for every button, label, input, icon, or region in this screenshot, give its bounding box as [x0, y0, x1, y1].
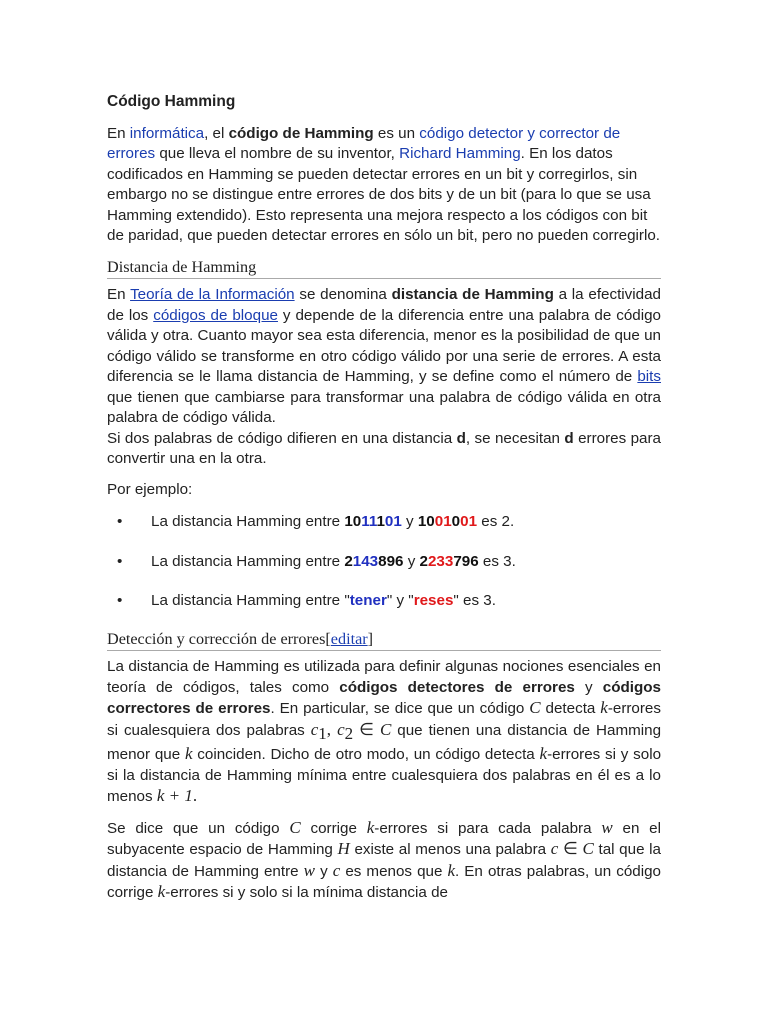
text: es 2. [477, 513, 515, 530]
link-teoria-informacion[interactable]: Teoría de la Información [130, 286, 295, 303]
math-C: C [582, 839, 594, 859]
section-heading-distancia: Distancia de Hamming [107, 257, 661, 280]
math-k: k [600, 698, 608, 717]
text: y [401, 513, 418, 530]
bold-codigos-correctores: códigos correctores de errores [107, 678, 661, 717]
text: y [315, 862, 333, 880]
text: es un [373, 124, 420, 142]
text: en el subyacente espacio de Hamming [107, 819, 661, 859]
text: coinciden. Dicho de otro modo, un código detecta [192, 746, 540, 764]
word-reses: reses [413, 592, 454, 609]
bracket: [ [325, 629, 331, 648]
math-k: k [447, 860, 456, 880]
edit-link[interactable]: editar [330, 629, 368, 648]
word-tener: tener [349, 592, 387, 609]
math-sub: 1 [318, 723, 327, 743]
digit-group: 2 [344, 552, 353, 570]
math-period: . [192, 786, 198, 806]
bold-distancia-hamming: distancia de Hamming [391, 286, 554, 303]
text: , se necesitan [465, 429, 565, 447]
text: existe al menos una palabra [349, 841, 551, 859]
math-w: w [601, 817, 613, 837]
math-w: w [303, 860, 316, 880]
text: que tienen que cambiarse para transformar una palabra de código válida en otra palabra de código válida. [107, 388, 661, 426]
text: detecta [540, 700, 601, 717]
link-bits[interactable]: bits [637, 368, 661, 385]
bracket: ] [367, 629, 374, 648]
bit-group: 10 [344, 513, 362, 530]
math-in: ∈ [558, 839, 583, 859]
text: En [107, 124, 130, 142]
bit-group: 1 [376, 513, 385, 530]
text: , el [204, 124, 229, 142]
math-c: c [550, 839, 559, 859]
bit-group: 11 [361, 513, 377, 530]
intro-paragraph [107, 124, 661, 247]
math-H: H [337, 839, 350, 859]
bold-d: d [564, 429, 574, 447]
math-k: k [539, 744, 548, 764]
text: es 3. [478, 552, 516, 570]
text: tal que la distancia de Hamming entre [107, 841, 661, 880]
text: que lleva el nombre de su inventor, [155, 145, 400, 162]
section-heading-deteccion [107, 629, 661, 652]
text: corrige [300, 819, 367, 837]
digit-group-diff: 233 [427, 552, 454, 570]
text: En [107, 286, 131, 303]
link-informatica[interactable]: informática [129, 124, 205, 142]
text: La distancia Hamming entre [151, 552, 345, 570]
text: es menos que [340, 862, 448, 880]
math-c1: c [310, 719, 319, 739]
text: -errores si y solo si la mínima distancia de [165, 884, 448, 902]
text: -errores si y solo si la distancia de Hamming mínima entre cualesquiera dos palabras en él es a lo menos [107, 746, 662, 806]
distancia-paragraph-2 [107, 429, 661, 470]
bit-group-diff: 01 [460, 513, 478, 530]
digit-group: 896 [378, 552, 404, 570]
example-list [107, 512, 661, 612]
bit-group: 10 [417, 513, 435, 530]
text: . En otras palabras, un código corrige [107, 862, 661, 902]
digit-group: 2 [419, 552, 428, 570]
math-k: k [157, 882, 166, 902]
text: que tienen una distancia de Hamming menor que [107, 721, 662, 764]
distancia-paragraph-1 [107, 285, 661, 429]
text: " es 3. [453, 592, 496, 609]
link-codigo-detector[interactable]: código detector y corrector de errores [107, 124, 621, 162]
math-C: C [379, 719, 392, 739]
bold-d: d [456, 429, 466, 447]
math-comma: , [326, 719, 338, 739]
link-codigos-bloque[interactable]: códigos de bloque [153, 306, 278, 324]
por-ejemplo: Por ejemplo: [107, 480, 193, 498]
text: y [403, 552, 420, 570]
digit-group: 143 [352, 552, 379, 570]
bit-group-diff: 01 [434, 513, 452, 530]
digit-group: 796 [453, 552, 479, 570]
text: Si dos palabras de código difieren en una distancia [107, 429, 457, 447]
bold-codigos-detectores: códigos detectores de errores [339, 678, 575, 696]
math-k: k [366, 817, 375, 837]
math-in: ∈ [353, 719, 380, 739]
text: se denomina [294, 286, 392, 303]
list-item [107, 512, 661, 533]
text: errores para convertir una en la otra. [107, 429, 661, 467]
math-C: C [529, 698, 541, 717]
article-body [107, 92, 661, 904]
math-sub: 2 [344, 723, 354, 743]
text: -errores si cualesquiera dos palabras [107, 700, 661, 739]
text: y [574, 678, 603, 696]
text: La distancia Hamming entre [151, 592, 345, 609]
list-item [107, 591, 661, 612]
math-k-plus-1: k + 1 [156, 786, 193, 806]
math-c: c [332, 860, 341, 880]
deteccion-paragraph-1 [107, 657, 661, 808]
bold-codigo-hamming: código de Hamming [228, 124, 374, 142]
text: " y " [386, 592, 414, 609]
math-C: C [289, 817, 301, 837]
deteccion-paragraph-2 [107, 818, 661, 904]
text: La distancia de Hamming es utilizada para definir algunas nociones esenciales en teoría de códigos, tales como [107, 658, 661, 696]
text: y depende de la diferencia entre una palabra de código válida y otra. Cuanto mayor sea esta diferencia, menor es la posibilidad de que un código válido se transforme en otro código válido por una serie de errores. A esta diferencia se le llama distancia de Hamming, y se define como el número de [107, 306, 662, 385]
section-heading-text: Detección y corrección de errores [107, 629, 326, 648]
text: . En los datos codificados en Hamming se pueden detectar errores en un bit y corregirlos, sin embargo no se distingue entre errores de dos bits y de un bit (para lo que se usa Hamming extendido). Esto representa una mejora respecto a los códigos con bit de paridad, que pueden detectar errores en sólo un bit, pero no pueden corregirlo. [107, 145, 661, 244]
page-title: Código Hamming [107, 93, 236, 110]
list-item [107, 552, 661, 573]
text: " [344, 592, 350, 609]
bit-group: 0 [451, 513, 461, 530]
text: a la efectividad de los [107, 286, 661, 324]
math-k: k [184, 744, 193, 764]
text: . En particular, se dice que un código [270, 700, 530, 717]
link-richard-hamming[interactable]: Richard Hamming [399, 145, 521, 162]
text: La distancia Hamming entre [151, 513, 345, 530]
text: Se dice que un código [107, 819, 290, 837]
bit-group: 01 [384, 513, 402, 530]
text: -errores si para cada palabra [374, 819, 602, 837]
math-c2: c [337, 719, 345, 739]
